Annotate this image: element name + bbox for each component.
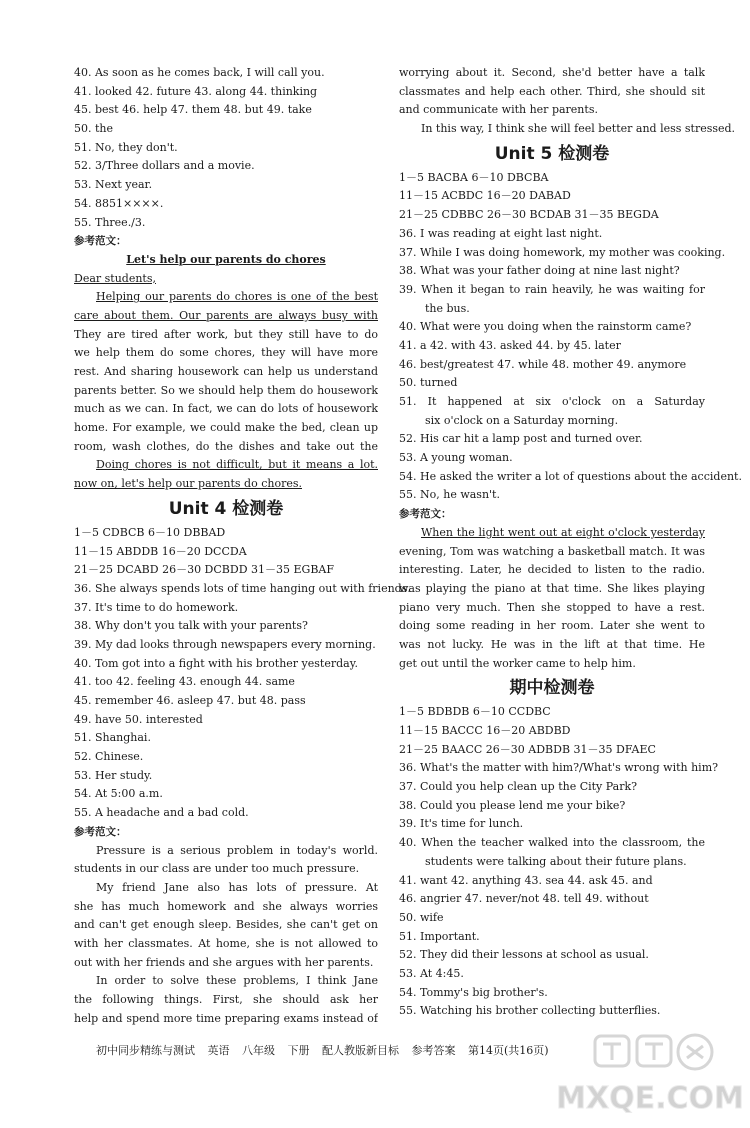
essay-line: was playing the piano at that time. She likes playing [399, 581, 705, 595]
left-column [74, 64, 411, 1028]
sample-essay-label: 参考范文： [74, 825, 127, 838]
answer-line: 46. best/greatest 47. while 48. mother 49. anymore [399, 357, 687, 371]
answer-line: 53. Next year. [74, 178, 153, 192]
essay-line: was not lucky. He was in the lift at that time. He [399, 637, 705, 651]
answer-line: 54. Tommy's big brother's. [399, 985, 548, 999]
answer-line: 36. She always spends lots of time hanging out with friends. [74, 581, 411, 595]
answer-line: 51. Shanghai. [74, 731, 151, 745]
answer-line: 51. It happened at six o'clock on a Saturday [399, 395, 705, 408]
essay-line: she has much homework and she always worries [74, 899, 378, 913]
answer-line: 53. A young woman. [399, 451, 513, 465]
essay-line: doing some reading in her room. Later she went to [399, 619, 705, 633]
answer-line: 38. Could you please lend me your bike? [399, 798, 626, 812]
answer-line: 52. They did their lessons at school as usual. [399, 948, 649, 962]
essay-line: In this way, I think she will feel better and less stressed. [421, 122, 736, 136]
answer-line: 52. Chinese. [74, 750, 144, 764]
answer-line: 1－5 BACBA 6－10 DBCBA [399, 170, 549, 184]
essay-line: parents better. So we should help them do housework [74, 383, 378, 397]
answer-line: 39. My dad looks through newspapers every morning. [74, 637, 376, 651]
essay-line: with her classmates. At home, she is not allowed to [74, 936, 378, 950]
essay-title: Let's help our parents do chores [126, 252, 326, 266]
essay-line: piano very much. Then she stopped to have a rest. [399, 600, 705, 614]
essay-line: help and spend more time preparing exams instead of [74, 1011, 378, 1025]
essay-line: the following things. First, she should ask her [74, 993, 378, 1007]
answer-line: 46. angrier 47. never/not 48. tell 49. without [399, 892, 649, 906]
answer-line: 52. 3/Three dollars and a movie. [74, 159, 255, 173]
essay-line: students in our class are under too much pressure. [74, 862, 360, 876]
answer-line: 41. a 42. with 43. asked 44. by 45. later [399, 338, 621, 352]
answer-line: 38. What was your father doing at nine last night? [399, 264, 680, 278]
footer-volume: 下册 [287, 1044, 310, 1057]
answer-line: 37. Could you help clean up the City Park? [399, 780, 638, 794]
answer-line: 51. No, they don't. [74, 140, 178, 154]
sample-essay-label: 参考范文： [74, 235, 127, 248]
answer-line: 41. looked 42. future 43. along 44. thinking [74, 84, 318, 98]
essay-line: much as we can. In fact, we can do lots of housework [74, 402, 378, 416]
answer-line: 11－15 BACCC 16－20 ABDBD [399, 724, 571, 737]
answer-line: the bus. [425, 301, 470, 315]
essay-line: classmates and help each other. Third, she should sit [399, 84, 705, 98]
answer-line: 55. A headache and a bad cold. [74, 806, 249, 820]
answer-line: 52. His car hit a lamp post and turned over. [399, 432, 643, 446]
answer-line: 54. He asked the writer a lot of questions about the accident. [399, 469, 742, 483]
footer-book-title: 初中同步精练与测试 [96, 1044, 195, 1057]
answer-line: 55. No, he wasn't. [399, 488, 500, 502]
essay-line: My friend Jane also has lots of pressure. At [96, 880, 378, 894]
answer-line: students were talking about their future plans. [425, 854, 687, 868]
answer-line: 53. Her study. [74, 768, 153, 782]
page-footer [96, 1042, 696, 1061]
answer-line: 21－25 CDBBC 26－30 BCDAB 31－35 BEGDA [399, 208, 659, 222]
essay-line: we help them do some chores, they will have more [74, 346, 378, 360]
answer-line: 45. best 46. help 47. them 48. but 49. take [74, 103, 312, 117]
essay-line: When the light went out at eight o'clock yesterday [421, 525, 705, 539]
essay-line: interesting. Later, he decided to listen to the radio. [399, 563, 705, 577]
sample-essay-label: 参考范文： [399, 508, 452, 521]
footer-edition: 配人教版新目标 [322, 1044, 399, 1057]
answer-line: 53. At 4:45. [399, 966, 464, 980]
essay-line: Helping our parents do chores is one of the best [96, 290, 378, 304]
answer-line: 54. 8851××××. [74, 196, 164, 210]
answer-line: 50. wife [399, 910, 444, 924]
answer-line: 49. have 50. interested [74, 712, 203, 726]
essay-line: room, wash clothes, do the dishes and take out the [74, 439, 378, 453]
answer-line: 40. As soon as he comes back, I will call you. [74, 66, 325, 79]
answer-line: 40. What were you doing when the rainstorm came? [399, 320, 692, 334]
answer-line: 41. too 42. feeling 43. enough 44. same [74, 675, 295, 689]
essay-line: and communicate with her parents. [399, 103, 598, 117]
unit-4-heading: Unit 4 检测卷 [168, 498, 284, 519]
answer-line: 38. Why don't you talk with your parents? [74, 619, 308, 633]
answer-line: 55. Watching his brother collecting butterflies. [399, 1004, 661, 1018]
essay-line: get out until the worker came to help him. [399, 656, 636, 670]
answer-line: 55. Three./3. [74, 215, 146, 229]
answer-line: 45. remember 46. asleep 47. but 48. pass [74, 694, 306, 708]
answer-line: 39. When it began to rain heavily, he was waiting for [399, 282, 705, 296]
answer-line: 37. While I was doing homework, my mother was cooking. [399, 245, 726, 259]
answer-line: 1－5 CDBCB 6－10 DBBAD [74, 525, 226, 539]
essay-line: In order to solve these problems, I think Jane [96, 974, 378, 988]
essay-line: now on, let's help our parents do chores. [74, 477, 302, 491]
essay-line: out with her friends and she argues with her parents. [74, 955, 374, 969]
essay-line: rest. And sharing housework can help us understand [74, 365, 378, 379]
page-number: 第14页(共16页) [468, 1044, 549, 1057]
answer-line: 40. When the teacher walked into the classroom, the [399, 836, 705, 850]
footer-grade: 八年级 [242, 1044, 275, 1057]
essay-line: care about them. Our parents are always busy with [74, 308, 378, 322]
essay-line: Pressure is a serious problem in today's world. [96, 843, 378, 857]
answer-line: 11－15 ACBDC 16－20 DABAD [399, 189, 571, 203]
answer-line: 54. At 5:00 a.m. [74, 787, 163, 801]
footer-subject: 英语 [207, 1044, 230, 1057]
answer-line: 37. It's time to do homework. [74, 600, 239, 614]
right-column [399, 64, 742, 1021]
answer-line: 50. the [74, 122, 114, 136]
watermark-text: MXQE.COM [556, 1081, 744, 1116]
footer-section: 参考答案 [411, 1044, 456, 1057]
answer-line: 1－5 BDBDB 6－10 CCDBC [399, 705, 551, 719]
answer-line: 21－25 BAACC 26－30 ADBDB 31－35 DFAEC [399, 742, 656, 756]
answer-line: 39. It's time for lunch. [399, 817, 524, 831]
answer-line: 36. I was reading at eight last night. [399, 226, 603, 240]
answer-line: 41. want 42. anything 43. sea 44. ask 45. and [399, 873, 653, 887]
answer-line: six o'clock on a Saturday morning. [425, 413, 619, 427]
midterm-heading: 期中检测卷 [509, 678, 595, 699]
answer-line: 51. Important. [399, 929, 480, 943]
answer-line: 50. turned [399, 376, 458, 390]
essay-line: evening, Tom was watching a basketball match. It was [399, 544, 705, 558]
unit-5-heading: Unit 5 检测卷 [494, 143, 610, 164]
essay-salutation: Dear students, [74, 271, 156, 285]
essay-line: worrying about it. Second, she'd better have a talk [399, 66, 705, 79]
essay-line: and can't get enough sleep. Besides, she can't get on [74, 918, 378, 932]
essay-line: Doing chores is not difficult, but it means a lot. [96, 458, 378, 472]
answer-line: 21－25 DCABD 26－30 DCBDD 31－35 EGBAF [74, 563, 334, 577]
answer-line: 36. What's the matter with him?/What's wrong with him? [399, 761, 719, 775]
answer-line: 40. Tom got into a fight with his brother yesterday. [74, 656, 358, 670]
answer-line: 11－15 ABDDB 16－20 DCCDA [74, 544, 247, 558]
essay-line: home. For example, we could make the bed, clean up [74, 421, 378, 435]
essay-line: They are tired after work, but they still have to do [74, 327, 378, 341]
